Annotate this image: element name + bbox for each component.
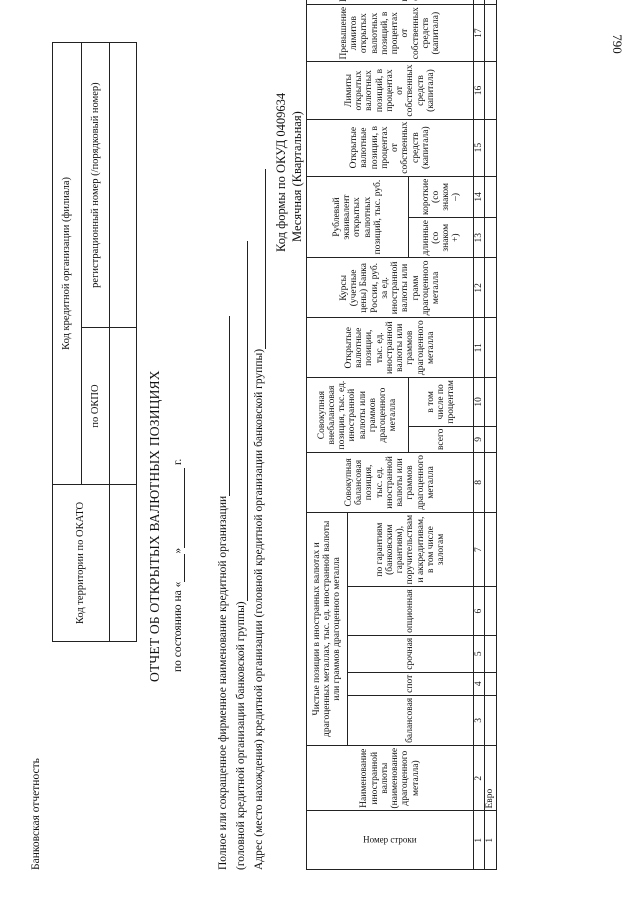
- col-num: 3: [474, 695, 485, 745]
- short-header: короткие (со знаком –): [409, 176, 474, 217]
- corner-label: Банковская отчетность: [30, 758, 42, 870]
- column-numbers-row: [474, 0, 485, 870]
- col-num: 14: [474, 176, 485, 217]
- header-code-table: [52, 42, 137, 642]
- rates-header: Курсы (учетные цены) Банка России, руб. за ед. иностранной валюты или грамм драгоценного металла: [307, 258, 474, 318]
- date-suffix: г.: [172, 458, 184, 465]
- col-num: 10: [474, 378, 485, 426]
- limits-header: Лимиты открытых валютных позиций, в процентах от собственных средств (капитала): [307, 62, 474, 119]
- okato-value: [110, 484, 137, 641]
- org-code-header: Код кредитной организации (филиала): [53, 43, 82, 485]
- net-positions-header: Чистые позиции в иностранных валютах и драгоценных металлах, тыс. ед. иностранной валюты или граммов драгоценного металла: [307, 512, 348, 745]
- col-num: 6: [474, 587, 485, 636]
- row-num-header: Номер строки: [307, 811, 474, 870]
- date-middle: »: [172, 547, 184, 554]
- cell: [485, 512, 496, 586]
- col-num: 11: [474, 318, 485, 378]
- control-header: [307, 0, 474, 4]
- form-period: Месячная (Квартальная): [290, 111, 304, 242]
- date-prefix: по состоянию на «: [172, 581, 184, 672]
- forward-header: срочная: [348, 635, 474, 672]
- col-num: 16: [474, 62, 485, 119]
- org-name-label: Полное или сокращенное фирменное наименование кредитной организации: [217, 495, 229, 870]
- cell: [485, 453, 496, 513]
- cell: [485, 119, 496, 176]
- cell: [485, 0, 496, 4]
- col-num: 4: [474, 672, 485, 695]
- currency-name-header: Наименование иностранной валюты (наименование драгоценного металла): [307, 745, 474, 811]
- col-num: 2: [474, 745, 485, 811]
- long-header: длинные (со знаком +): [409, 218, 474, 258]
- okato-header: Код территории по ОКАТО: [53, 484, 110, 641]
- cell: [485, 672, 496, 695]
- cell: [485, 426, 496, 452]
- col-num: 8: [474, 453, 485, 513]
- page-number: 790: [609, 34, 625, 54]
- col-num: [474, 0, 485, 4]
- org-address-label: Адрес (место нахождения) кредитной организации (головной кредитной организации банковской группы): [253, 348, 265, 870]
- cell: [485, 587, 496, 636]
- col-num: 12: [474, 258, 485, 318]
- report-title: ОТЧЕТ ОБ ОТКРЫТЫХ ВАЛЮТНЫХ ПОЗИЦИЯХ: [147, 370, 162, 682]
- option-header: опционная: [348, 587, 474, 636]
- cell: [485, 318, 496, 378]
- row-number: 1: [485, 811, 496, 870]
- guarantee-header: по гарантиям (банковским гарантиям), поручительствам и аккредитивам, в том числе залогам: [348, 512, 474, 586]
- col-num: 15: [474, 119, 485, 176]
- cell: [485, 62, 496, 119]
- okpo-value: [110, 328, 137, 485]
- org-group-label: (головной кредитной организации банковской группы): [235, 601, 247, 870]
- table-row: [485, 0, 496, 870]
- offbalance-all-header: всего: [409, 426, 474, 452]
- spot-header: спот: [348, 672, 474, 695]
- form-code: Код формы по ОКУД 0409634: [274, 92, 288, 252]
- cell: [485, 218, 496, 258]
- org-group-line: [235, 241, 248, 870]
- total-balance-header: Совокупная балансовая позиция, тыс. ед. иностранной валюты или граммов драгоценного металла: [307, 453, 474, 513]
- org-address-line: [253, 169, 266, 870]
- offbalance-pct-header: в том числе по процентам: [409, 378, 474, 426]
- open-pct-header: Открытые валютные позиции, в процентах от собственных средств (капитала): [307, 119, 474, 176]
- cell: [485, 4, 496, 62]
- col-num: 1: [474, 811, 485, 870]
- ruble-eq-header: Рублевый эквивалент открытых валютных позиций, тыс. руб.: [307, 176, 409, 258]
- cell: [485, 258, 496, 318]
- positions-table: [306, 0, 497, 870]
- col-num: 13: [474, 218, 485, 258]
- regnum-header: регистрационный номер (/порядковый номер): [81, 43, 110, 328]
- balance-header: балансовая: [348, 695, 474, 745]
- open-positions-header: Открытые валютные позиции, тыс. ед. иностранной валюты или граммов драгоценного металла: [307, 318, 474, 378]
- date-line: [172, 459, 185, 672]
- currency-name: Евро: [485, 745, 496, 811]
- cell: [485, 176, 496, 217]
- okpo-header: по ОКПО: [81, 328, 110, 485]
- col-num: 7: [474, 512, 485, 586]
- org-name-line: [217, 316, 230, 870]
- col-num: 5: [474, 635, 485, 672]
- col-num: 17: [474, 4, 485, 62]
- cell: [485, 378, 496, 426]
- excess-header: Превышение лимитов открытых валютных позиций, в процентах от собственных средств (капитала): [307, 4, 474, 62]
- rotated-page: [22, 6, 582, 872]
- col-num: 9: [474, 426, 485, 452]
- regnum-value: [110, 43, 137, 328]
- offbalance-header: Совокупная внебалансовая позиция, тыс. ед. иностранной валюты или граммов драгоценного металла: [307, 378, 409, 453]
- cell: [485, 635, 496, 672]
- cell: [485, 695, 496, 745]
